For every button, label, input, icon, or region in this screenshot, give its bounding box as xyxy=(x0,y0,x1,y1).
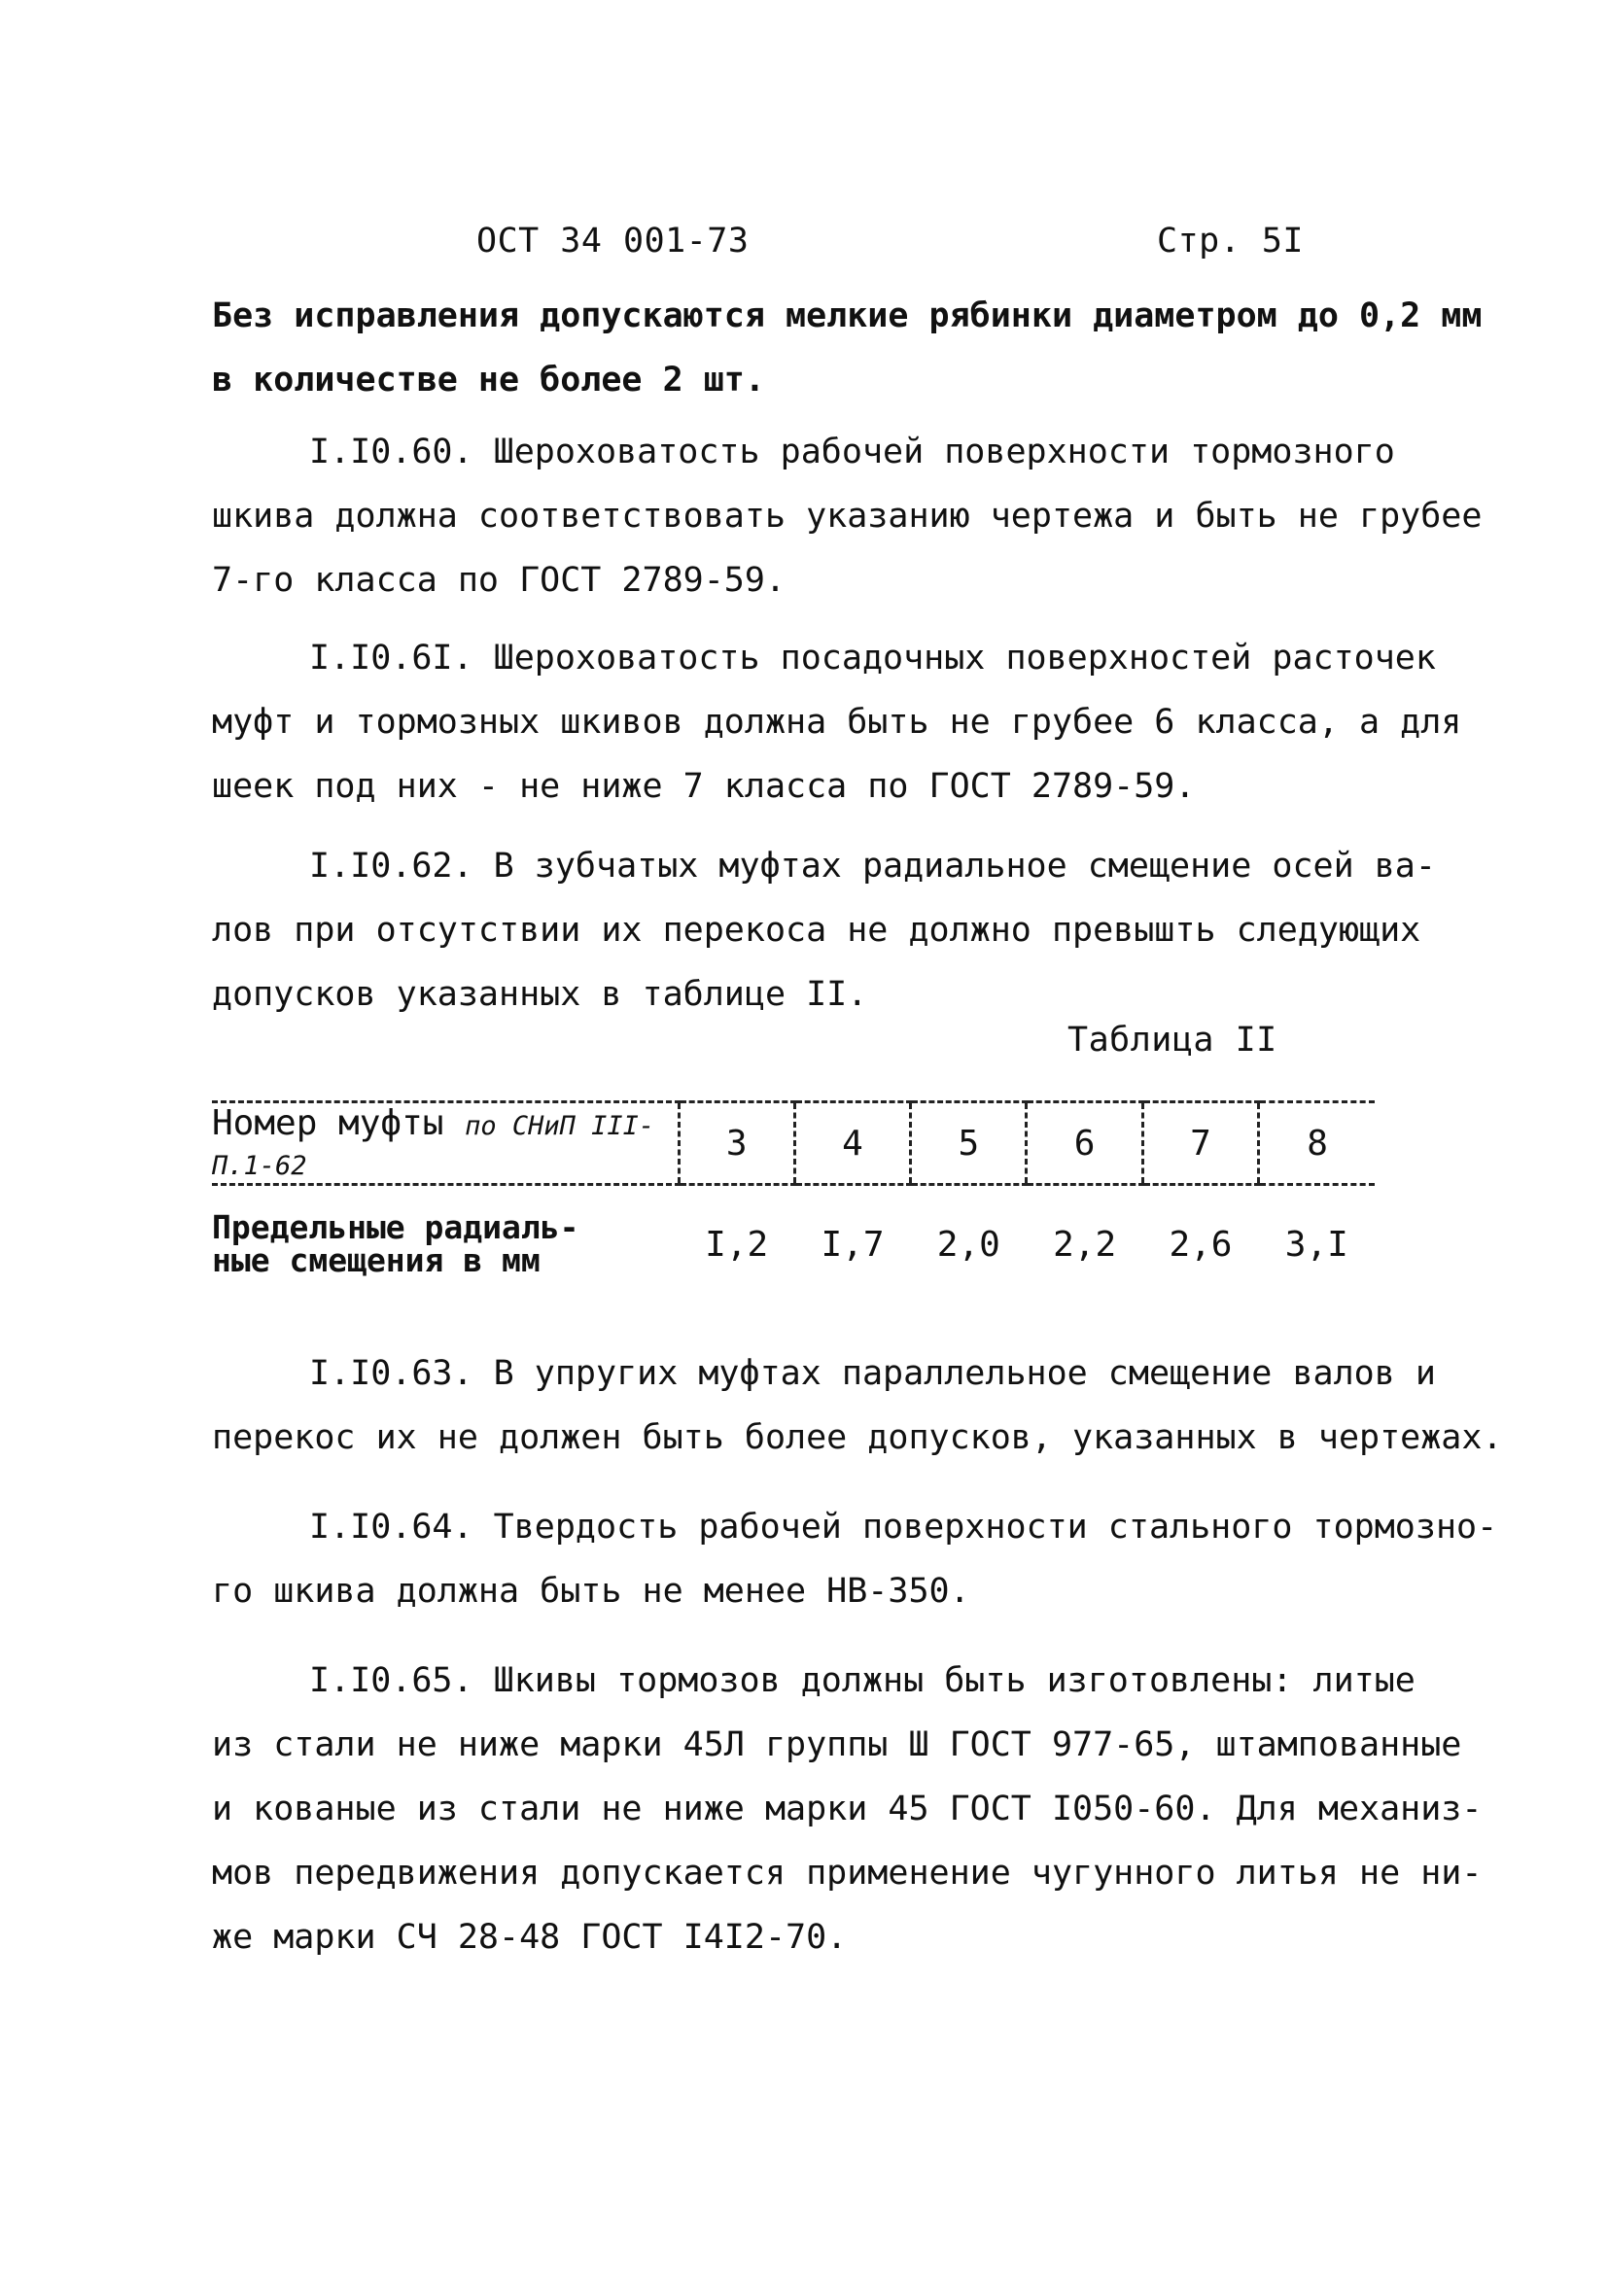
table-cell: I,7 xyxy=(821,1224,885,1265)
clause-1-10-60 xyxy=(212,420,1483,612)
table-cell: 3,I xyxy=(1284,1224,1348,1265)
page-number: Стр. 5I xyxy=(1157,222,1305,261)
table-cell: 2,0 xyxy=(936,1224,1000,1265)
table-caption: Таблица II xyxy=(1067,1021,1277,1060)
text-line: перекос их не должен быть более допусков, указанных в чертежах. xyxy=(212,1418,1503,1457)
row-label-line: ные смещения в мм xyxy=(212,1241,541,1279)
text-line: и кованые из стали не ниже марки 45 ГОСТ I050-60. Для механиз- xyxy=(212,1790,1483,1828)
text-line: I.I0.60. Шероховатость рабочей поверхности тормозного xyxy=(309,433,1395,471)
handwritten-note: по СНиП III-П.1-62 xyxy=(212,1111,655,1181)
clause-1-10-62 xyxy=(212,834,1436,1026)
table-cell: 2,6 xyxy=(1169,1224,1233,1265)
table-row xyxy=(212,1185,1375,1304)
text-line: I.I0.64. Твердость рабочей поверхности стального тормозно- xyxy=(309,1508,1498,1547)
text-line: же марки СЧ 28-48 ГОСТ I4I2-70. xyxy=(212,1918,848,1957)
text-line: допусков указанных в таблице II. xyxy=(212,975,868,1014)
text-line: I.I0.62. В зубчатых муфтах радиальное смещение осей ва- xyxy=(309,847,1436,886)
clause-1-10-65 xyxy=(212,1649,1483,1969)
text-line: Без исправления допускаются мелкие рябинки диаметром до 0,2 мм xyxy=(212,296,1483,335)
text-line: 7-го класса по ГОСТ 2789-59. xyxy=(212,561,787,600)
column-header: 6 xyxy=(1027,1102,1142,1185)
row-label-line: Предельные радиаль- xyxy=(212,1208,579,1246)
column-header: 3 xyxy=(679,1102,794,1185)
text-line: в количестве не более 2 шт. xyxy=(212,361,765,400)
text-line: I.I0.65. Шкивы тормозов должны быть изготовлены: литые xyxy=(309,1661,1416,1700)
text-line: го шкива должна быть не менее НВ-350. xyxy=(212,1572,970,1611)
column-header: 5 xyxy=(911,1102,1027,1185)
column-header: 7 xyxy=(1142,1102,1258,1185)
table-cell: 2,2 xyxy=(1053,1224,1117,1265)
column-header: 4 xyxy=(794,1102,910,1185)
header-label: Номер муфты xyxy=(212,1103,444,1143)
text-line: шкива должна соответствовать указанию чертежа и быть не грубее xyxy=(212,497,1483,536)
table-cell: I,2 xyxy=(705,1224,769,1265)
intro-paragraph xyxy=(212,284,1483,412)
clause-1-10-64 xyxy=(212,1495,1498,1623)
header-label-cell xyxy=(212,1102,679,1185)
text-line: мов передвижения допускается применение чугунного литья не ни- xyxy=(212,1854,1483,1893)
table-header-row xyxy=(212,1102,1375,1185)
column-header: 8 xyxy=(1259,1102,1375,1185)
text-line: из стали не ниже марки 45Л группы Ш ГОСТ 977-65, штампованные xyxy=(212,1725,1462,1764)
text-line: I.I0.6I. Шероховатость посадочных поверхностей расточек xyxy=(309,639,1436,678)
coupling-offset-table xyxy=(212,1100,1375,1303)
text-line: лов при отсутствии их перекоса не должно превышть следующих xyxy=(212,911,1421,950)
text-line: шеек под них - не ниже 7 класса по ГОСТ 2789-59. xyxy=(212,767,1196,806)
document-code: ОСТ 34 001-73 xyxy=(476,222,750,261)
text-line: I.I0.63. В упругих муфтах параллельное смещение валов и xyxy=(309,1354,1436,1393)
text-line: муфт и тормозных шкивов должна быть не грубее 6 класса, а для xyxy=(212,703,1462,742)
clause-1-10-61 xyxy=(212,626,1462,818)
clause-1-10-63 xyxy=(212,1341,1503,1470)
row-label xyxy=(212,1185,679,1304)
